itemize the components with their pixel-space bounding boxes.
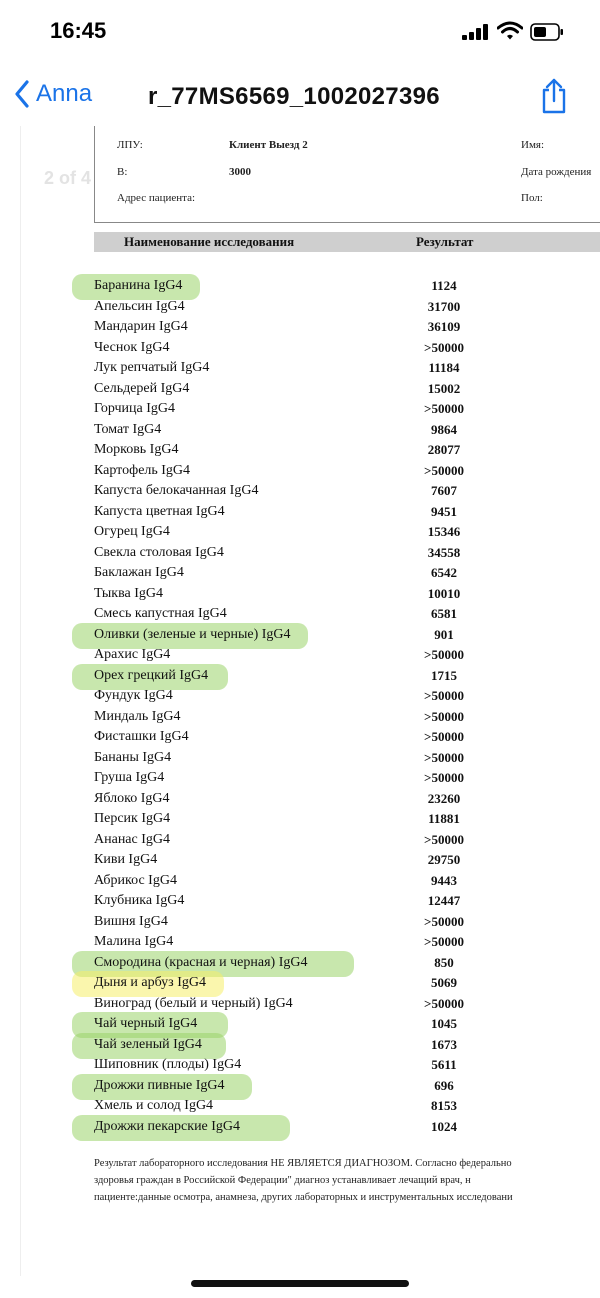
table-row [94,974,600,994]
test-result: 1124 [431,278,457,293]
table-row [94,913,600,933]
table-row [94,810,600,830]
test-result: >50000 [424,831,464,847]
test-result: 9864 [431,421,457,437]
test-name: Капуста цветная IgG4 [94,503,225,519]
disclaimer-line: Результат лабораторного исследования НЕ ЯВЛЯЕТСЯ ДИАГНОЗОМ. Согласно федерально [94,1158,512,1169]
test-result: 9443 [431,872,457,888]
table-row [94,359,600,379]
table-row [94,380,600,400]
test-result: 31700 [427,298,461,314]
test-result: 29750 [427,852,461,867]
test-name: Оливки (зеленые и черные) IgG4 [94,626,291,642]
test-result: >50000 [424,913,464,929]
test-result: 36109 [427,319,461,334]
test-result: 6581 [431,606,457,621]
table-row [94,728,600,748]
test-result: 12447 [427,893,461,908]
test-name: Дыня и арбуз IgG4 [94,975,206,990]
status-bar [0,0,600,66]
test-result: 696 [434,1077,454,1093]
test-name: Яблоко IgG4 [94,790,170,806]
navigation-bar [0,66,600,127]
test-name: Абрикос IgG4 [94,872,177,888]
test-name: Тыква IgG4 [94,585,163,601]
test-name: Фисташки IgG4 [94,729,189,744]
battery-icon [530,23,564,41]
v-label: В: [117,166,128,178]
test-result: 11184 [428,360,460,375]
table-row [94,400,600,420]
test-result: 8153 [431,1098,457,1113]
table-row [94,421,600,441]
test-result: 10010 [427,585,461,601]
test-result: >50000 [424,401,464,416]
test-name: Персик IgG4 [94,811,171,826]
test-name: Дрожжи пивные IgG4 [94,1077,225,1093]
back-button[interactable] [14,80,92,108]
lpu-label: ЛПУ: [117,139,143,151]
table-row [94,708,600,728]
test-name: Огурец IgG4 [94,524,170,539]
test-name: Смесь капустная IgG4 [94,606,227,621]
table-row [94,585,600,605]
test-name: Малина IgG4 [94,934,174,949]
test-result: 11881 [428,811,460,826]
disclaimer-line: здоровья граждан в Российской Федерации" диагноз устанавливает лечащий врач, н [94,1175,471,1186]
test-name: Клубника IgG4 [94,893,185,908]
chevron-left-icon [14,80,30,108]
test-result: 1673 [431,1036,457,1052]
table-row [94,564,600,584]
test-result: 9451 [431,503,457,519]
test-name: Миндаль IgG4 [94,708,181,724]
table-row [94,872,600,892]
test-result: >50000 [424,934,464,949]
test-name: Томат IgG4 [94,421,162,437]
home-indicator[interactable] [191,1280,409,1287]
test-name: Виноград (белый и черный) IgG4 [94,995,293,1011]
test-name: Горчица IgG4 [94,401,176,416]
table-row [94,892,600,912]
disclaimer-line: пациенте:данные осмотра, анамнеза, других лабораторных и инструментальных исследовани [94,1192,513,1203]
table-row [94,626,600,646]
test-result: 6542 [431,565,457,580]
test-name: Смородина (красная и черная) IgG4 [94,954,308,970]
test-result: >50000 [424,647,464,662]
test-name: Бананы IgG4 [94,749,172,765]
table-row [94,790,600,810]
test-name: Картофель IgG4 [94,462,191,478]
table-row [94,749,600,769]
page-indicator: 2 of 4 [44,168,92,188]
test-name: Ананас IgG4 [94,831,171,847]
back-label: Anna [36,80,93,107]
test-name: Киви IgG4 [94,852,158,867]
test-result: 1024 [431,1118,457,1134]
status-time: 16:45 [50,18,107,43]
table-row [94,544,600,564]
v-value: 3000 [229,166,251,178]
table-row [94,1036,600,1056]
test-result: 1715 [431,667,457,683]
test-name: Фундук IgG4 [94,688,173,703]
test-result: >50000 [424,462,464,478]
test-name: Дрожжи пекарские IgG4 [94,1118,241,1134]
table-row [94,1118,600,1138]
test-name: Свекла столовая IgG4 [94,544,224,560]
test-result: 28077 [427,442,461,457]
test-result: >50000 [424,339,464,355]
test-name: Хмель и солод IgG4 [94,1098,214,1113]
document-title: r_77MS6569_1002027396 [148,83,440,110]
address-label: Адрес пациента: [117,192,196,204]
table-row [94,851,600,871]
test-result: 23260 [427,790,461,806]
table-row [94,277,600,297]
test-result: >50000 [424,729,464,744]
page-edge [20,126,21,1276]
table-row [94,523,600,543]
share-icon[interactable] [539,78,569,114]
lpu-value: Клиент Выезд 2 [229,139,308,151]
test-name: Арахис IgG4 [94,647,171,662]
table-row [94,318,600,338]
test-name: Баклажан IgG4 [94,565,184,580]
test-name: Груша IgG4 [94,770,165,785]
results-table-header [94,232,600,252]
test-name: Чеснок IgG4 [94,339,170,355]
table-row [94,1077,600,1097]
sex-label: Пол: [521,192,543,204]
table-row [94,769,600,789]
birth-date-label: Дата рождения [521,166,592,178]
test-result: 15346 [427,524,461,539]
test-result: >50000 [424,708,464,724]
test-result: 901 [434,626,454,642]
name-label: Имя: [521,139,545,151]
column-header-test-name: Наименование исследования [124,234,295,249]
test-name: Чай черный IgG4 [94,1016,198,1031]
test-name: Лук репчатый IgG4 [94,360,210,375]
table-row [94,667,600,687]
test-result: 850 [434,954,454,970]
table-row [94,687,600,707]
table-row [94,441,600,461]
test-result: 15002 [427,380,461,396]
document-viewer[interactable] [0,126,600,1276]
test-name: Чай зеленый IgG4 [94,1036,202,1052]
test-name: Шиповник (плоды) IgG4 [94,1057,242,1072]
cellular-signal-icon [462,24,490,40]
test-name: Апельсин IgG4 [94,298,185,314]
test-name: Орех грецкий IgG4 [94,667,209,683]
test-result: >50000 [424,770,464,785]
test-result: >50000 [424,995,464,1011]
table-row [94,298,600,318]
test-result: >50000 [424,749,464,765]
table-row [94,831,600,851]
table-row [94,339,600,359]
test-name: Баранина IgG4 [94,278,183,293]
test-result: 5069 [431,975,457,990]
wifi-icon [497,21,523,41]
table-row [94,482,600,502]
test-result: 1045 [431,1016,457,1031]
test-result: 7607 [431,483,457,498]
test-name: Капуста белокачанная IgG4 [94,483,259,498]
test-result: 5611 [431,1057,457,1072]
test-name: Морковь IgG4 [94,442,179,457]
test-name: Мандарин IgG4 [94,319,188,334]
test-name: Сельдерей IgG4 [94,380,190,396]
column-header-result: Результат [416,234,474,249]
patient-header [94,126,600,223]
table-row [94,503,600,523]
test-result: >50000 [424,688,464,703]
test-name: Вишня IgG4 [94,913,168,929]
table-row [94,462,600,482]
test-result: 34558 [427,544,461,560]
